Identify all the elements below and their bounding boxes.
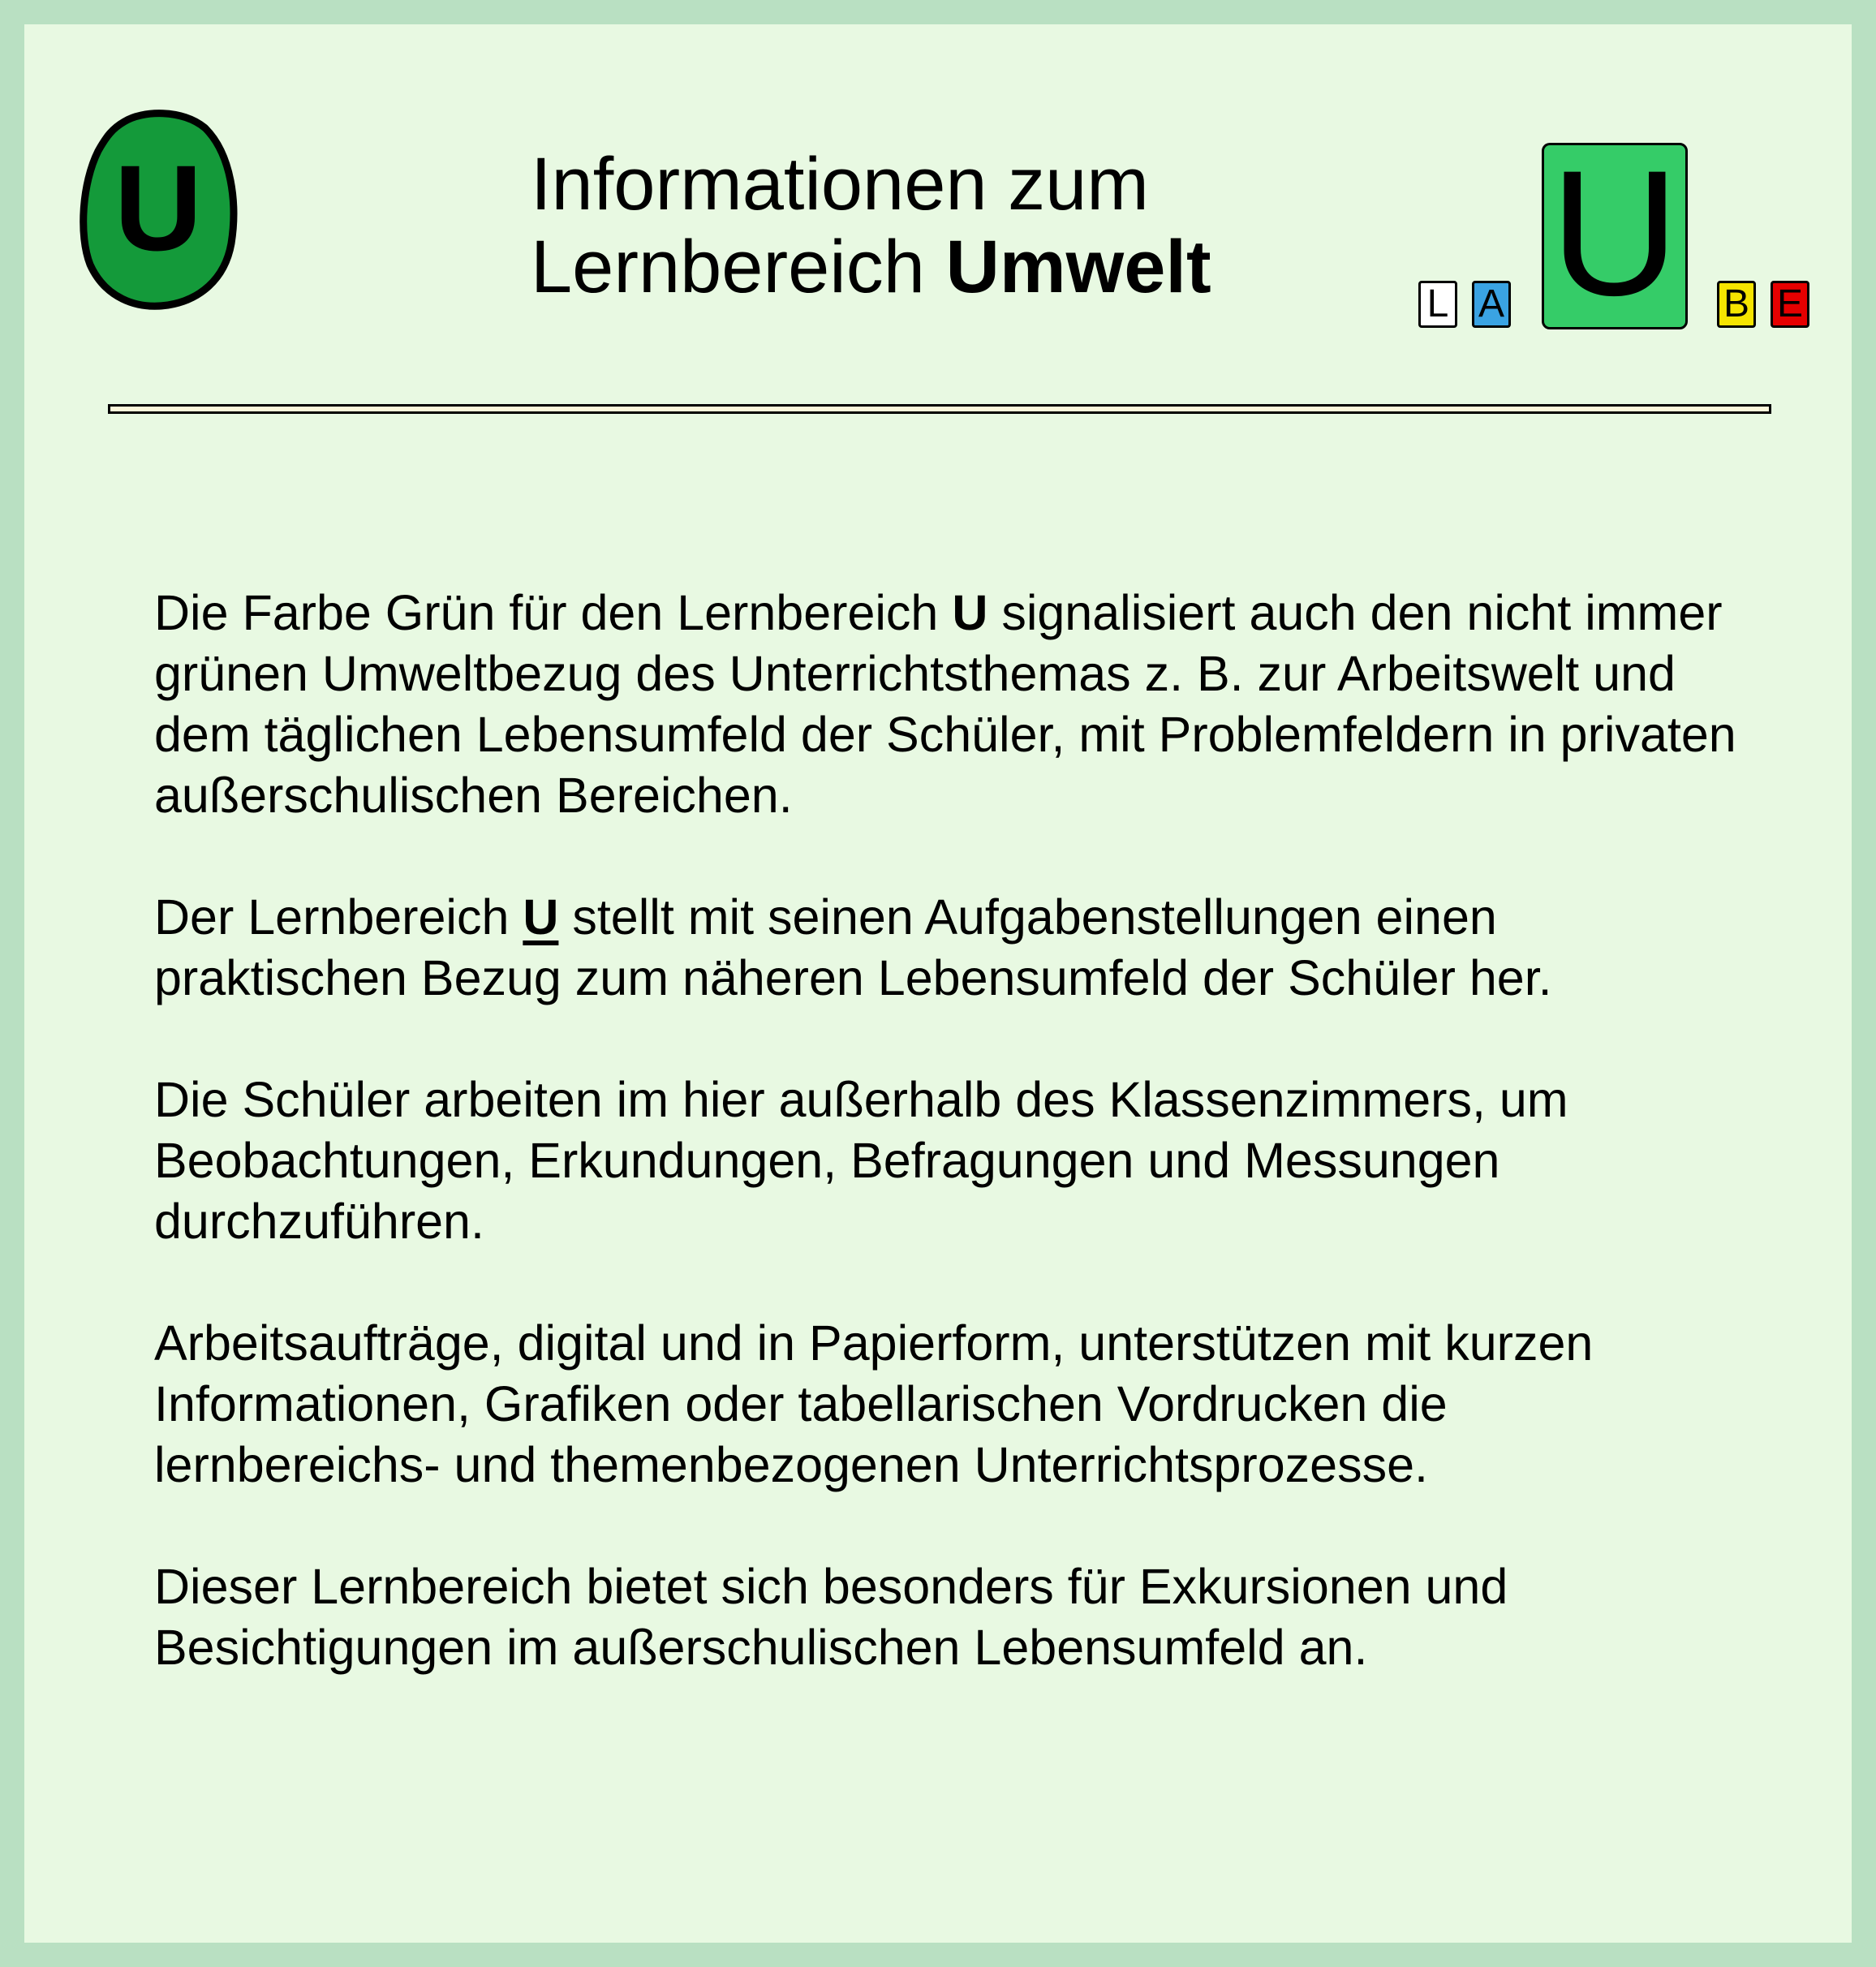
title-line-2-prefix: Lernbereich [531,226,946,308]
body-text [154,583,1745,1739]
page-title [531,143,1211,308]
paragraph-3: Die Schüler arbeiten im hier außerhalb des Klassenzimmers, um Beobachtungen, Erkundungen, Befragungen und Messungen durchzuführen. [154,1072,1568,1249]
badge-l: L [1418,281,1457,328]
badge-u-active: U [1542,143,1688,329]
title-line-2-bold: Umwelt [945,226,1211,308]
paragraph-2-underlined-u: U [523,889,559,945]
paragraph-1-text-b: signalisiert auch den nicht immer grünen Umweltbezug des Unterrichtsthemas z. B. zur Arbeitswelt und dem täglichen Lebensumfeld der Schüler, mit Problemfeldern in privaten außerschulischen Bereichen. [154,585,1736,823]
paragraph-2-text-a: Der Lernbereich [154,889,523,945]
paragraph-4: Arbeitsaufträge, digital und in Papierform, unterstützen mit kurzen Informationen, Grafiken oder tabellarischen Vordrucken die lernbereichs- und themenbezogenen Unterrichtsprozesse. [154,1315,1594,1492]
paragraph-1-text-a: Die Farbe Grün für den Lernbereich [154,585,953,640]
paragraph-5: Dieser Lernbereich bietet sich besonders für Exkursionen und Besichtigungen im außerschulischen Lebensumfeld an. [154,1559,1508,1675]
paragraph-2-text-b: stellt mit seinen Aufgabenstellungen einen praktischen Bezug zum näheren Lebensumfeld der Schüler her. [154,889,1552,1005]
u-blob-logo-icon [77,105,239,316]
badge-a: A [1472,281,1511,328]
u-blob-logo-svg [77,105,239,316]
title-line-1: Informationen zum [531,143,1149,226]
paragraph-1-bold-u: U [952,585,988,640]
u-blob-letter: U [114,140,203,276]
badge-b: B [1717,281,1756,328]
lernbereich-badges [1412,133,1818,333]
paragraph-1 [154,583,1745,826]
header-divider [108,404,1771,414]
badge-e: E [1771,281,1809,328]
paragraph-2 [154,887,1745,1009]
